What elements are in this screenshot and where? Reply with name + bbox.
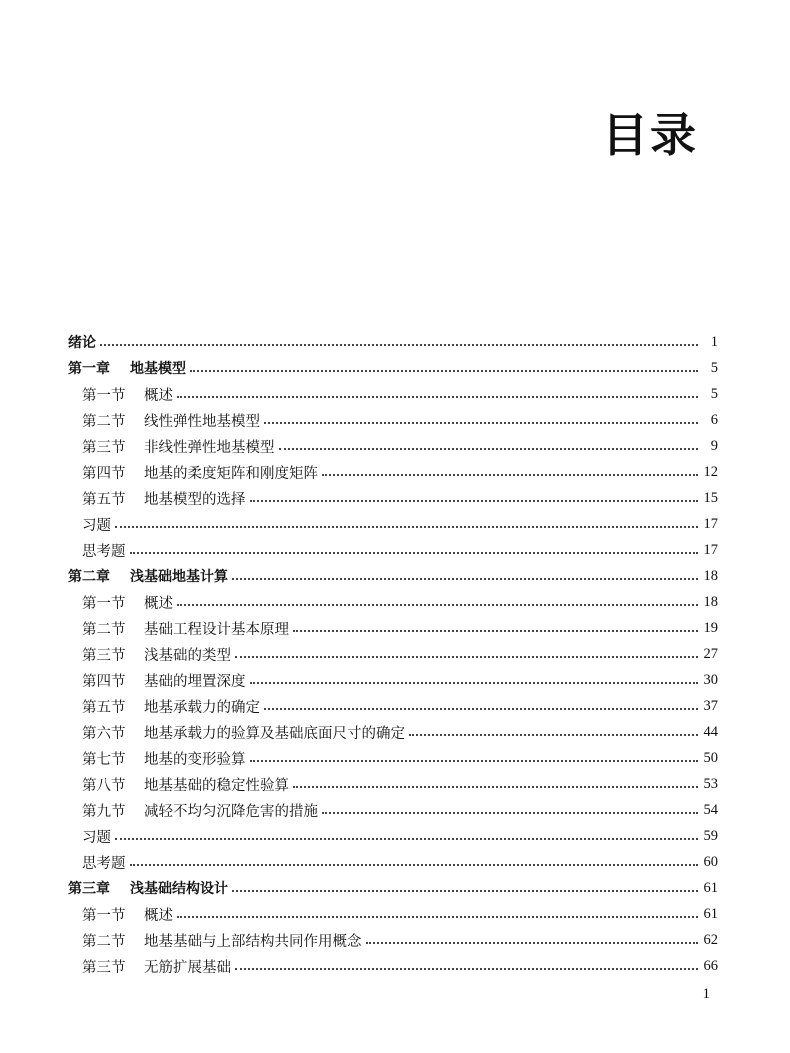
toc-section-row[interactable] (68, 381, 718, 407)
toc-entry-label (68, 514, 111, 535)
dot-leader (409, 734, 698, 736)
dot-leader (250, 682, 698, 684)
toc-entry-title: 地基承载力的确定 (144, 699, 260, 716)
toc-entry-label (68, 774, 289, 795)
page-number: 1 (702, 986, 710, 1002)
toc-entry-title: 基础的埋置深度 (144, 673, 246, 690)
toc-page-number: 62 (703, 931, 718, 948)
toc-entry-title: 非线性弹性地基模型 (144, 439, 275, 456)
toc-entry-number: 第二节 (82, 413, 126, 430)
toc-section-row[interactable] (68, 901, 718, 927)
dot-leader (264, 422, 698, 424)
toc-section-row[interactable] (68, 537, 718, 563)
dot-leader (322, 474, 698, 476)
dot-leader (232, 890, 698, 892)
toc-entry-title: 绪论 (68, 335, 96, 351)
toc-entry-number: 第三节 (82, 439, 126, 456)
toc-page-number: 5 (710, 385, 718, 402)
toc-entry-label (68, 956, 231, 977)
dot-leader (293, 630, 698, 632)
toc-section-row[interactable] (68, 485, 718, 511)
toc-entry-number: 第一节 (82, 907, 126, 924)
toc-entry-label (68, 332, 96, 352)
toc-section-row[interactable] (68, 511, 718, 537)
toc-chapter-row[interactable] (68, 329, 718, 355)
toc-entry-number: 第六节 (82, 725, 126, 742)
toc-entry-title: 基础工程设计基本原理 (144, 621, 289, 638)
toc-page-number: 19 (703, 619, 718, 636)
toc-entry-title: 地基模型 (130, 361, 186, 377)
toc-entry-number: 第四节 (82, 673, 126, 690)
table-of-contents (68, 329, 718, 979)
toc-entry-number: 第五节 (82, 699, 126, 716)
toc-page-number: 44 (703, 723, 718, 740)
toc-page-number: 15 (703, 489, 718, 506)
dot-leader (130, 864, 698, 866)
toc-section-row[interactable] (68, 849, 718, 875)
dot-leader (232, 578, 698, 580)
toc-page-number: 54 (703, 801, 718, 818)
toc-entry-title: 概述 (144, 907, 173, 924)
toc-entry-label (68, 436, 275, 457)
toc-entry-number: 第四节 (82, 465, 126, 482)
toc-section-row[interactable] (68, 459, 718, 485)
toc-section-row[interactable] (68, 407, 718, 433)
toc-entry-label (68, 592, 173, 613)
toc-page-number: 17 (703, 515, 718, 532)
toc-entry-label (68, 540, 126, 561)
toc-page-number: 61 (703, 905, 718, 922)
toc-page-number: 9 (710, 437, 718, 454)
toc-entry-label (68, 384, 173, 405)
toc-section-row[interactable] (68, 745, 718, 771)
toc-entry-title: 无筋扩展基础 (144, 959, 231, 976)
dot-leader (366, 942, 698, 944)
toc-page-number: 37 (703, 697, 718, 714)
toc-page-number: 53 (703, 775, 718, 792)
toc-chapter-row[interactable] (68, 875, 718, 901)
dot-leader (177, 396, 698, 398)
toc-entry-title: 地基基础与上部结构共同作用概念 (144, 933, 362, 950)
toc-page-number: 50 (703, 749, 718, 766)
toc-section-row[interactable] (68, 927, 718, 953)
toc-entry-number: 第一章 (68, 361, 110, 377)
toc-entry-label (68, 358, 186, 378)
dot-leader (250, 760, 698, 762)
dot-leader (264, 708, 698, 710)
page-title: 目录 (602, 108, 698, 162)
dot-leader (177, 604, 698, 606)
toc-entry-title: 思考题 (82, 543, 126, 560)
dot-leader (322, 812, 698, 814)
dot-leader (279, 448, 699, 450)
dot-leader (115, 838, 698, 840)
toc-entry-title: 线性弹性地基模型 (144, 413, 260, 430)
toc-page-number: 18 (703, 593, 718, 610)
toc-section-row[interactable] (68, 589, 718, 615)
dot-leader (190, 370, 698, 372)
dot-leader (115, 526, 698, 528)
toc-entry-number: 第九节 (82, 803, 126, 820)
toc-entry-label (68, 670, 246, 691)
toc-entry-title: 浅基础结构设计 (130, 881, 228, 897)
toc-section-row[interactable] (68, 615, 718, 641)
dot-leader (235, 656, 698, 658)
toc-entry-label (68, 748, 246, 769)
toc-page-number: 6 (710, 411, 718, 428)
toc-chapter-row[interactable] (68, 355, 718, 381)
dot-leader (250, 500, 698, 502)
toc-section-row[interactable] (68, 693, 718, 719)
toc-entry-label (68, 904, 173, 925)
toc-entry-title: 地基的变形验算 (144, 751, 246, 768)
toc-page-number: 12 (703, 463, 718, 480)
toc-entry-title: 减轻不均匀沉降危害的措施 (144, 803, 318, 820)
toc-section-row[interactable] (68, 953, 718, 979)
toc-entry-title: 地基基础的稳定性验算 (144, 777, 289, 794)
toc-entry-label (68, 644, 231, 665)
toc-page-number: 5 (710, 359, 718, 376)
toc-section-row[interactable] (68, 823, 718, 849)
toc-page-number: 59 (703, 827, 718, 844)
toc-section-row[interactable] (68, 719, 718, 745)
toc-entry-number: 第八节 (82, 777, 126, 794)
toc-entry-number: 第二节 (82, 933, 126, 950)
toc-entry-number: 第三章 (68, 881, 110, 897)
dot-leader (130, 552, 698, 554)
toc-entry-label (68, 410, 260, 431)
dot-leader (177, 916, 698, 918)
toc-entry-label (68, 618, 289, 639)
toc-entry-title: 习题 (82, 829, 111, 846)
toc-entry-label (68, 696, 260, 717)
toc-entry-number: 第二章 (68, 569, 110, 585)
toc-page-number: 66 (703, 957, 718, 974)
toc-entry-number: 第七节 (82, 751, 126, 768)
toc-entry-number: 第一节 (82, 387, 126, 404)
toc-entry-title: 地基的柔度矩阵和刚度矩阵 (144, 465, 318, 482)
toc-page-number: 61 (703, 879, 718, 896)
toc-entry-label (68, 722, 405, 743)
toc-entry-label (68, 930, 362, 951)
toc-entry-title: 思考题 (82, 855, 126, 872)
toc-chapter-row[interactable] (68, 563, 718, 589)
toc-page-number: 60 (703, 853, 718, 870)
toc-page-number: 18 (703, 567, 718, 584)
toc-entry-label (68, 800, 318, 821)
toc-section-row[interactable] (68, 771, 718, 797)
toc-entry-title: 地基模型的选择 (144, 491, 246, 508)
toc-entry-label (68, 566, 228, 586)
toc-entry-number: 第三节 (82, 647, 126, 664)
toc-entry-label (68, 826, 111, 847)
dot-leader (100, 344, 698, 346)
toc-entry-number: 第二节 (82, 621, 126, 638)
toc-entry-label (68, 488, 246, 509)
toc-entry-title: 地基承载力的验算及基础底面尺寸的确定 (144, 725, 405, 742)
toc-entry-label (68, 462, 318, 483)
toc-entry-title: 浅基础地基计算 (130, 569, 228, 585)
toc-entry-label (68, 852, 126, 873)
toc-section-row[interactable] (68, 797, 718, 823)
toc-entry-number: 第五节 (82, 491, 126, 508)
toc-entry-title: 浅基础的类型 (144, 647, 231, 664)
toc-page-number: 30 (703, 671, 718, 688)
toc-section-row[interactable] (68, 667, 718, 693)
toc-section-row[interactable] (68, 641, 718, 667)
toc-page-number: 27 (703, 645, 718, 662)
toc-entry-number: 第一节 (82, 595, 126, 612)
toc-entry-title: 概述 (144, 595, 173, 612)
toc-section-row[interactable] (68, 433, 718, 459)
toc-entry-title: 习题 (82, 517, 111, 534)
dot-leader (293, 786, 698, 788)
toc-entry-number: 第三节 (82, 959, 126, 976)
toc-entry-label (68, 878, 228, 898)
toc-entry-title: 概述 (144, 387, 173, 404)
dot-leader (235, 968, 698, 970)
toc-page-number: 17 (703, 541, 718, 558)
toc-page-number: 1 (710, 333, 718, 350)
